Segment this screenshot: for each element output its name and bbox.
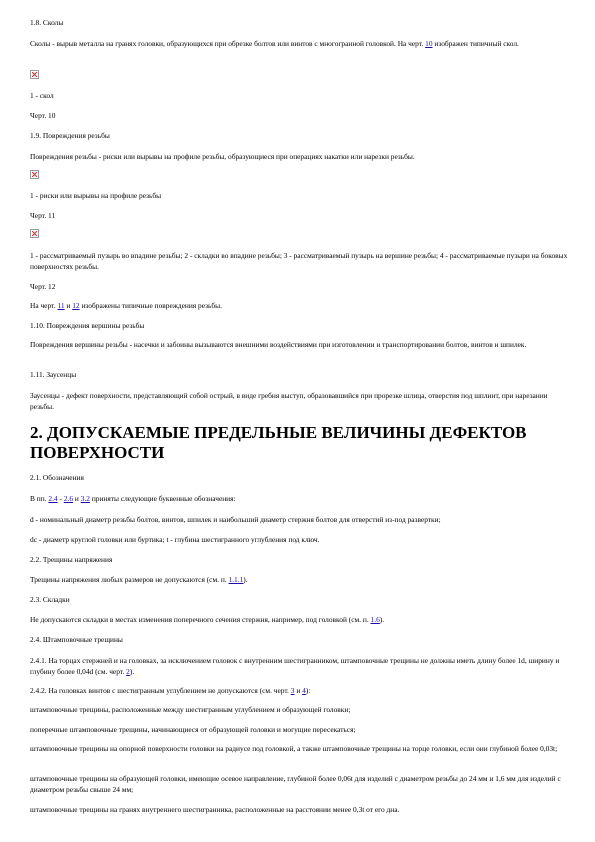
text-span: На черт. [30, 301, 58, 310]
link-1-6[interactable]: 1.6 [370, 615, 380, 624]
link-fig-10[interactable]: 10 [425, 39, 433, 48]
text-span: ). [129, 667, 135, 676]
text-span: и [73, 494, 81, 503]
list-item: штамповочные трещины на гранях внутреннего шестигранника, расположенные на расстоянии менее 0,3t от его дна. [30, 805, 400, 814]
figs-reference [30, 300, 568, 311]
list-item: поперечные штамповочные трещины, начинающиеся от образующей головки и могущие пересекаться; [30, 725, 356, 734]
section-2-4-heading: 2.4. Штамповочные трещины [30, 635, 123, 644]
section-1-8-text [30, 38, 568, 49]
list-item: штамповочные трещины, расположенные между шестигранным углублением и образующей головки; [30, 705, 351, 714]
link-fig-12[interactable]: 12 [72, 301, 80, 310]
section-2-1-heading: 2.1. Обозначения [30, 473, 84, 482]
fig-10-legend: 1 - скол [30, 91, 54, 100]
section-1-10-text: Повреждения вершины резьбы - насечки и забоины вызываются внешними воздействиями при изготовлении и транспортировании болтов, винтов и шпилек. [30, 340, 527, 349]
text-span: приняты следующие буквенные обозначения: [89, 494, 236, 503]
text-span: и [64, 301, 73, 310]
section-1-10-heading: 1.10. Повреждения вершины резьбы [30, 321, 145, 330]
section-1-9-text: Повреждения резьбы - риски или вырывы на профиле резьбы, образующиеся при операциях накатки или нарезки резьбы. [30, 152, 415, 161]
fig-12-legend: 1 - рассматриваемый пузырь во впадине резьбы; 2 - складки во впадине резьбы; 3 - рассматриваемый пузырь на вершине резьбы; 4 - рассматриваемые пузыри на боковых поверхностях резьбы. [30, 251, 568, 271]
section-2-3-heading: 2.3. Складки [30, 595, 70, 604]
text-span: Не допускаются складки в местах изменения поперечного сечения стержня, например, под головкой (см. п. [30, 615, 371, 624]
section-1-11-text: Заусенцы - дефект поверхности, представляющий собой острый, в виде гребня выступ, образовавшийся при прорезке шлица, отверстия под шплинт, при нарезании резьбы. [30, 391, 548, 411]
section-2-2-heading: 2.2. Трещины напряжения [30, 555, 113, 564]
section-2-3-text [30, 614, 568, 625]
text-span: Трещины напряжения любых размеров не допускаются (см. п. [30, 575, 229, 584]
section-1-9-heading: 1.9. Повреждения резьбы [30, 131, 110, 140]
text-span: 2.4.2. На головках винтов с шестигранным углублением не допускаются (см. черт. [30, 686, 291, 695]
fig-10-caption: Черт. 10 [30, 111, 56, 120]
section-2-4-1-text [30, 655, 568, 677]
broken-image-icon [30, 229, 39, 238]
section-2-4-2-text [30, 685, 568, 696]
definition-dc-t: dс - диаметр круглой головки или буртика; t - глубина шестигранного углубления под ключ. [30, 535, 320, 544]
text-span: ). [243, 575, 248, 584]
text-span: и [294, 686, 303, 695]
link-2-6[interactable]: 2.6 [63, 494, 74, 503]
text-span: изображены типичные повреждения резьбы. [79, 301, 222, 310]
text-span: 2.4.1. На торцах стержней и на головках, за исключением головок с внутренним шестигранником, штамповочные трещины не должны иметь длину более 1d, ширину и глубину более 0,04d (см. черт. [30, 656, 560, 676]
link-1-1-1[interactable]: 1.1.1 [228, 575, 244, 584]
section-2-1-text [30, 493, 568, 504]
broken-image-icon [30, 170, 39, 179]
fig-11-legend: 1 - риски или вырывы на профиле резьбы [30, 191, 162, 200]
link-fig-11[interactable]: 11 [57, 301, 65, 310]
link-fig-3[interactable]: 3 [290, 686, 295, 695]
list-item: штамповочные трещины на опорной поверхности головки на радиусе под головкой, а также штамповочные трещины на торце головки, если они глубиной более 0,03t; [30, 744, 558, 753]
text-span: Сколы - вырыв металла на гранях головки, образующихся при обрезке болтов или винтов с многогранной головкой. На черт. [30, 39, 426, 48]
section-2-2-text [30, 574, 568, 585]
section-1-8-heading: 1.8. Сколы [30, 18, 64, 27]
text-span: - [57, 494, 64, 503]
link-3-2[interactable]: 3.2 [80, 494, 90, 503]
definition-d: d - номинальный диаметр резьбы болтов, винтов, шпилек и наибольший диаметр стержня болтов для отверстий из-под развертки; [30, 515, 441, 524]
text-span: ). [379, 615, 385, 624]
text-span: ): [305, 686, 311, 695]
section-2-title: 2. ДОПУСКАЕМЫЕ ПРЕДЕЛЬНЫЕ ВЕЛИЧИНЫ ДЕФЕКТОВ ПОВЕРХНОСТИ [30, 423, 527, 462]
link-fig-4[interactable]: 4 [302, 686, 306, 695]
text-span: В пп. [30, 494, 49, 503]
link-2-4[interactable]: 2.4 [48, 494, 58, 503]
broken-image-icon [30, 70, 39, 79]
fig-12-caption: Черт. 12 [30, 282, 56, 291]
list-item: штамповочные трещины на образующей головки, имеющие осевое направление, глубиной более 0,06t для изделий с диаметром резьбы до 24 мм и 1,6 мм для изделий с диаметром резьбы свыше 24 мм; [30, 774, 561, 794]
fig-11-caption: Черт. 11 [30, 211, 56, 220]
text-span: изображен типичный скол. [432, 39, 519, 48]
section-1-11-heading: 1.11. Заусенцы [30, 370, 77, 379]
link-fig-2[interactable]: 2 [126, 667, 130, 676]
